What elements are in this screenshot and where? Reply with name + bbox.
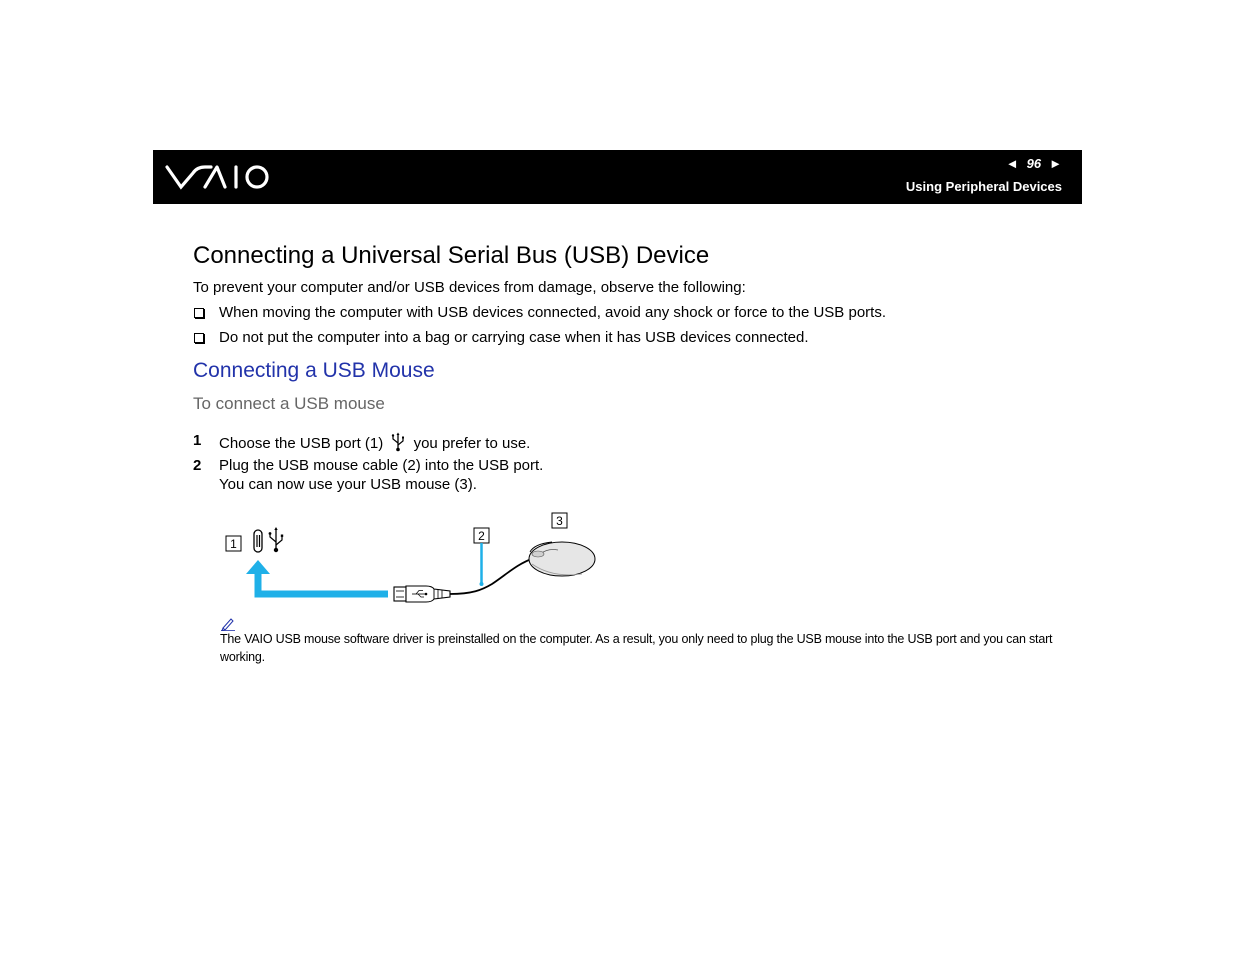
intro-text: To prevent your computer and/or USB devices from damage, observe the following: xyxy=(193,279,746,296)
vaio-logo xyxy=(165,163,271,196)
previous-page-icon[interactable]: ◄ xyxy=(1005,156,1019,171)
page-header xyxy=(153,150,1082,204)
callout-2-label: 2 xyxy=(478,529,485,543)
bullet-checkbox-icon xyxy=(194,333,204,343)
usb-mouse-illustration xyxy=(222,508,602,613)
usb-symbol-icon xyxy=(391,432,405,457)
callout-2 xyxy=(474,528,489,586)
bullet-item: Do not put the computer into a bag or carrying case when it has USB devices connected. xyxy=(219,329,809,346)
callout-3 xyxy=(552,513,567,528)
step-text: Plug the USB mouse cable (2) into the USB port. xyxy=(219,457,544,474)
step-text xyxy=(219,432,530,457)
step-number: 2 xyxy=(193,457,202,474)
callout-1-label: 1 xyxy=(230,537,237,551)
usb-mouse-icon xyxy=(529,542,595,576)
procedure-heading: To connect a USB mouse xyxy=(193,394,385,413)
callout-3-label: 3 xyxy=(556,514,563,528)
page-navigation xyxy=(1006,156,1062,172)
connection-arrow xyxy=(246,560,388,594)
usb-plug xyxy=(394,586,450,602)
note-text: The VAIO USB mouse software driver is preinstalled on the computer. As a result, you only need to plug the USB mouse into the USB port and you can start working. xyxy=(220,632,1053,664)
section-title: Using Peripheral Devices xyxy=(905,179,1062,194)
page-number: 96 xyxy=(1026,156,1042,171)
usb-symbol-icon xyxy=(269,527,284,552)
step-text-before: Choose the USB port (1) xyxy=(219,435,384,452)
mouse-cable xyxy=(450,558,534,594)
callout-1 xyxy=(226,536,241,551)
usb-port-icon xyxy=(254,530,262,552)
next-page-icon[interactable]: ► xyxy=(1049,156,1062,171)
section-heading: Connecting a USB Mouse xyxy=(193,359,435,382)
page-title: Connecting a Universal Serial Bus (USB) Device xyxy=(193,242,710,269)
step-number: 1 xyxy=(193,432,202,449)
bullet-checkbox-icon xyxy=(194,308,204,318)
bullet-item: When moving the computer with USB devices connected, avoid any shock or force to the USB ports. xyxy=(219,304,886,321)
step-text-continuation: You can now use your USB mouse (3). xyxy=(219,476,477,493)
step-text-after: you prefer to use. xyxy=(413,435,531,452)
